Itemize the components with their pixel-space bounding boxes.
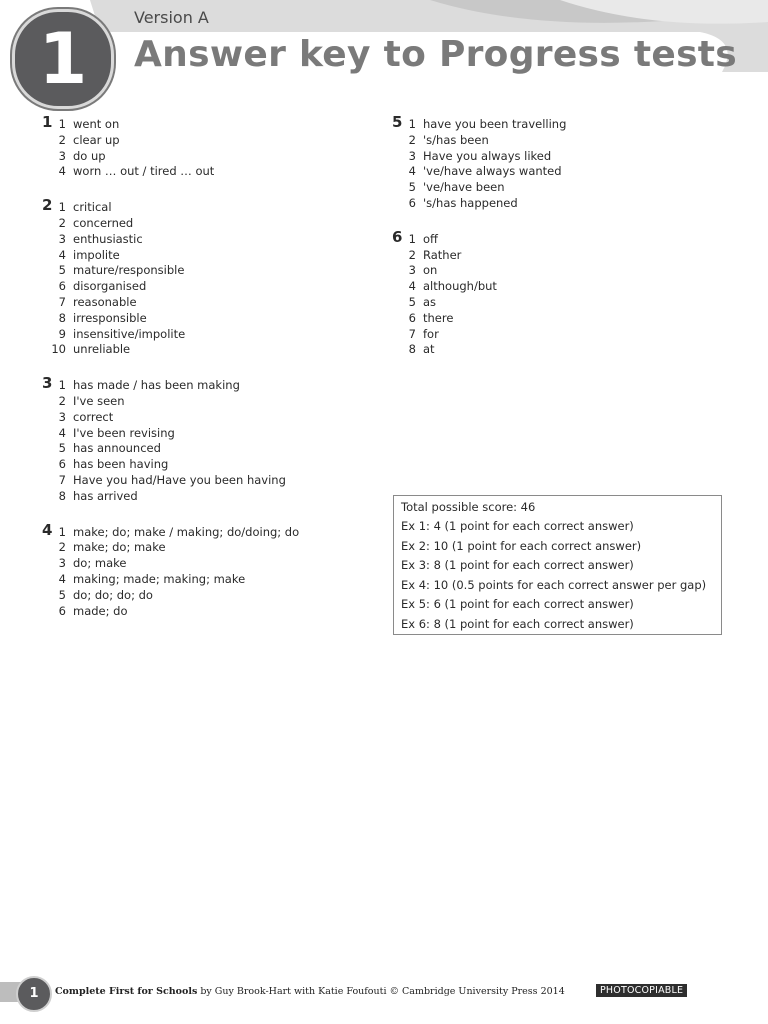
exercise-number: 4: [42, 520, 53, 539]
total-score: Total possible score: 46: [401, 500, 536, 514]
item-answer: has announced: [73, 441, 161, 456]
answer-item: [392, 164, 732, 180]
answer-item: [392, 248, 732, 264]
score-summary-box: [393, 495, 722, 635]
score-line: Ex 1: 4 (1 point for each correct answer): [401, 519, 634, 533]
item-number: 1: [408, 117, 416, 131]
answer-item: [42, 410, 382, 426]
answer-item: [42, 232, 382, 248]
answers-left-column: [42, 113, 382, 639]
item-answer: 's/has happened: [423, 195, 518, 210]
answer-item: [42, 295, 382, 311]
item-number: 6: [58, 603, 66, 618]
item-answer: do; make: [73, 556, 127, 571]
answer-item: [42, 441, 382, 457]
answer-item: [42, 133, 382, 149]
answer-item: [42, 604, 382, 620]
item-number: 2: [408, 132, 416, 147]
item-answer: disorganised: [73, 279, 147, 294]
answer-item: [42, 374, 382, 394]
answer-item: [392, 133, 732, 149]
item-number: 1: [58, 117, 66, 131]
exercise-number: 2: [42, 196, 53, 215]
item-number: 4: [408, 164, 416, 179]
item-answer: on: [423, 263, 438, 278]
unit-number-badge: 1: [12, 9, 114, 109]
item-number: 4: [58, 425, 66, 440]
item-answer: 's/has been: [423, 132, 489, 147]
page-title: Answer key to Progress tests: [134, 34, 738, 75]
exercise-3: [42, 374, 382, 504]
footer-page-number: 1: [16, 976, 52, 1012]
item-answer: impolite: [73, 247, 120, 262]
version-label: Version A: [134, 8, 209, 27]
item-number: 3: [58, 556, 66, 571]
item-answer: reasonable: [73, 294, 137, 309]
item-answer: although/but: [423, 279, 497, 294]
item-answer: Have you had/Have you been having: [73, 472, 286, 487]
item-answer: concerned: [73, 215, 134, 230]
item-answer: as: [423, 294, 437, 309]
exercise-1: [42, 113, 382, 180]
item-number: 6: [408, 310, 416, 325]
answer-item: [392, 149, 732, 165]
item-number: 2: [408, 247, 416, 262]
answer-item: [392, 342, 732, 358]
item-number: 4: [58, 164, 66, 179]
item-answer: has been having: [73, 457, 169, 472]
credit-text: by Guy Brook-Hart with Katie Foufouti © Cambridge University Press 2014: [197, 986, 565, 997]
exercise-4: [42, 520, 382, 620]
item-answer: make; do; make / making; do/doing; do: [73, 524, 300, 539]
exercise-5: [392, 113, 732, 212]
item-answer: Have you always liked: [423, 148, 552, 163]
exercise-2: [42, 196, 382, 358]
answer-item: [392, 263, 732, 279]
exercise-number: 6: [392, 227, 403, 246]
answer-item: [392, 279, 732, 295]
item-answer: do; do; do; do: [73, 587, 153, 602]
answer-item: [42, 489, 382, 505]
answer-item: [42, 540, 382, 556]
answer-item: [42, 572, 382, 588]
item-number: 4: [58, 571, 66, 586]
score-line: Ex 5: 6 (1 point for each correct answer): [401, 597, 634, 611]
answer-item: [42, 473, 382, 489]
exercise-number: 1: [42, 113, 53, 131]
exercise-number: 5: [392, 113, 403, 131]
answer-item: [392, 227, 732, 248]
item-number: 3: [58, 148, 66, 163]
answer-item: [42, 113, 382, 133]
item-number: 6: [58, 279, 66, 294]
item-number: 2: [58, 540, 66, 555]
answer-item: [42, 342, 382, 358]
item-number: 6: [408, 195, 416, 210]
item-number: 7: [408, 326, 416, 341]
item-number: 8: [408, 342, 416, 357]
item-answer: make; do; make: [73, 540, 166, 555]
item-number: 5: [58, 263, 66, 278]
answer-item: [42, 556, 382, 572]
item-number: 8: [58, 310, 66, 325]
item-answer: irresponsible: [73, 310, 147, 325]
item-number: 5: [408, 180, 416, 195]
item-number: 9: [58, 326, 66, 341]
item-answer: at: [423, 342, 435, 357]
answer-item: [42, 394, 382, 410]
item-number: 8: [58, 488, 66, 503]
score-line: Ex 3: 8 (1 point for each correct answer): [401, 558, 634, 572]
score-line: Ex 2: 10 (1 point for each correct answer): [401, 538, 642, 553]
item-answer: worn … out / tired … out: [73, 164, 215, 179]
item-number: 3: [408, 263, 416, 278]
answer-item: [42, 196, 382, 216]
item-answer: off: [423, 231, 438, 246]
item-number: 2: [58, 215, 66, 230]
item-answer: Rather: [423, 247, 462, 262]
answer-item: [42, 426, 382, 442]
item-number: 7: [58, 294, 66, 309]
item-answer: 've/have been: [423, 180, 505, 195]
score-line: Ex 4: 10 (0.5 points for each correct answer per gap): [401, 577, 707, 592]
item-number: 6: [58, 457, 66, 472]
item-number: 5: [408, 294, 416, 309]
item-number: 1: [58, 378, 66, 393]
answer-item: [392, 311, 732, 327]
item-answer: enthusiastic: [73, 231, 143, 246]
answer-item: [42, 520, 382, 541]
item-answer: I've been revising: [73, 425, 175, 440]
item-number: 7: [58, 472, 66, 487]
answer-item: [392, 196, 732, 212]
footer-credit: [55, 986, 565, 997]
score-line: Ex 6: 8 (1 point for each correct answer): [401, 616, 634, 631]
answer-item: [42, 248, 382, 264]
exercise-6: [392, 227, 732, 358]
answer-item: [392, 180, 732, 196]
item-answer: insensitive/impolite: [73, 326, 186, 341]
item-answer: there: [423, 310, 454, 325]
item-answer: making; made; making; make: [73, 571, 246, 586]
photocopiable-badge: PHOTOCOPIABLE: [596, 984, 687, 997]
item-answer: have you been travelling: [423, 117, 567, 131]
answer-item: [42, 149, 382, 165]
item-answer: for: [423, 326, 439, 341]
answer-item: [392, 113, 732, 133]
answers-right-column: [392, 113, 732, 378]
item-number: 3: [58, 231, 66, 246]
item-answer: mature/responsible: [73, 263, 185, 278]
item-answer: has made / has been making: [73, 378, 240, 393]
item-number: 5: [58, 441, 66, 456]
item-answer: went on: [73, 117, 120, 131]
exercise-number: 3: [42, 374, 53, 393]
answer-item: [42, 588, 382, 604]
answer-item: [42, 164, 382, 180]
item-number: 1: [58, 524, 66, 539]
item-number: 3: [408, 148, 416, 163]
answer-item: [42, 327, 382, 343]
item-answer: made; do: [73, 603, 128, 618]
item-number: 5: [58, 587, 66, 602]
item-number: 2: [58, 132, 66, 147]
answer-item: [392, 327, 732, 343]
item-number: 2: [58, 393, 66, 408]
item-number: 10: [51, 342, 66, 357]
book-title: Complete First for Schools: [55, 986, 198, 997]
item-answer: do up: [73, 148, 106, 163]
item-answer: I've seen: [73, 393, 125, 408]
item-answer: unreliable: [73, 342, 131, 357]
answer-item: [42, 216, 382, 232]
item-number: 1: [58, 200, 66, 215]
answer-item: [392, 295, 732, 311]
answer-item: [42, 311, 382, 327]
item-answer: critical: [73, 200, 112, 215]
answer-item: [42, 263, 382, 279]
item-answer: clear up: [73, 132, 120, 147]
item-answer: correct: [73, 409, 114, 424]
item-number: 4: [58, 247, 66, 262]
item-number: 3: [58, 409, 66, 424]
answer-item: [42, 279, 382, 295]
item-answer: has arrived: [73, 488, 138, 503]
item-answer: 've/have always wanted: [423, 164, 562, 179]
item-number: 1: [408, 231, 416, 246]
item-number: 4: [408, 279, 416, 294]
answer-item: [42, 457, 382, 473]
